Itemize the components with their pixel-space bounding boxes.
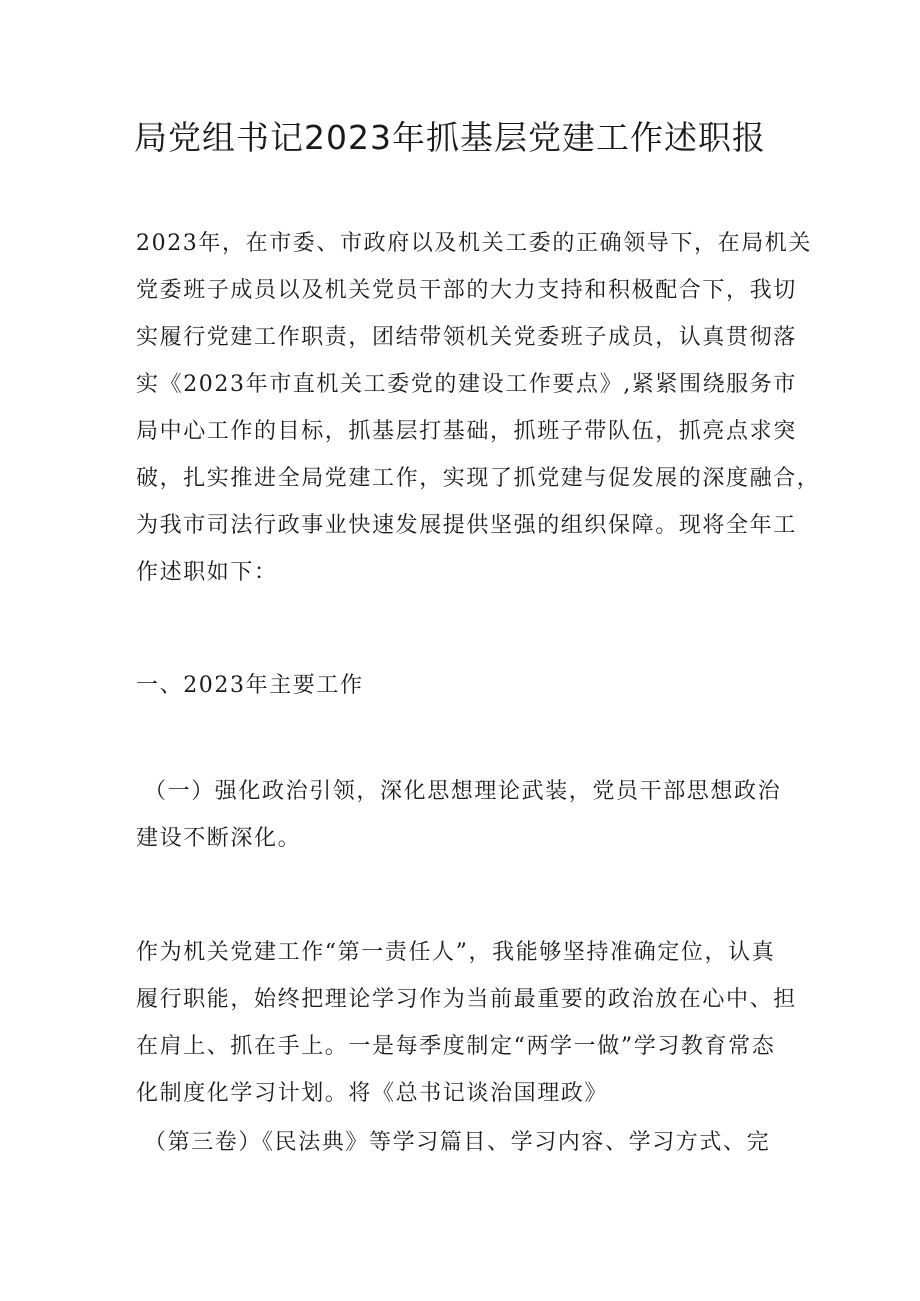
intro-line-6: 破，扎实推进全局党建工作，实现了抓党建与促发展的深度融合， <box>136 466 821 491</box>
intro-line-3: 实履行党建工作职责，团结带领机关党委班子成员，认真贯彻落 <box>136 325 797 350</box>
body-line-2: 履行职能，始终把理论学习作为当前最重要的政治放在心中、担 <box>136 987 797 1012</box>
intro-line-5: 局中心工作的目标，抓基层打基础，抓班子带队伍，抓亮点求突 <box>136 419 797 444</box>
intro-line-1: 2023年，在市委、市政府以及机关工委的正确领导下，在局机关 <box>136 231 812 256</box>
document-title: 局党组书记2023年抓基层党建工作述职报 <box>134 118 766 157</box>
body-line-3: 在肩上、抓在手上。一是每季度制定“两学一做”学习教育常态 <box>136 1034 776 1059</box>
intro-line-2: 党委班子成员以及机关党员干部的大力支持和积极配合下，我切 <box>136 278 797 303</box>
intro-line-8: 作述职如下： <box>136 560 278 585</box>
body-line-1: 作为机关党建工作“第一责任人”，我能够坚持准确定位，认真 <box>136 940 776 965</box>
intro-line-7: 为我市司法行政事业快速发展提供坚强的组织保障。现将全年工 <box>136 513 797 538</box>
subsection-heading-line-2: 建设不断深化。 <box>136 826 302 851</box>
body-line-5: （第三卷）《民法典》等学习篇目、学习内容、学习方式、完 <box>144 1130 771 1155</box>
body-line-4: 化制度化学习计划。将《总书记谈治国理政》 <box>136 1081 609 1106</box>
section-heading: 一、2023年主要工作 <box>136 673 364 698</box>
subsection-heading-line-1: （一）强化政治引领，深化思想理论武装，党员干部思想政治 <box>144 779 782 804</box>
intro-line-4: 实《2023年市直机关工委党的建设工作要点》,紧紧围绕服务市 <box>136 372 797 397</box>
